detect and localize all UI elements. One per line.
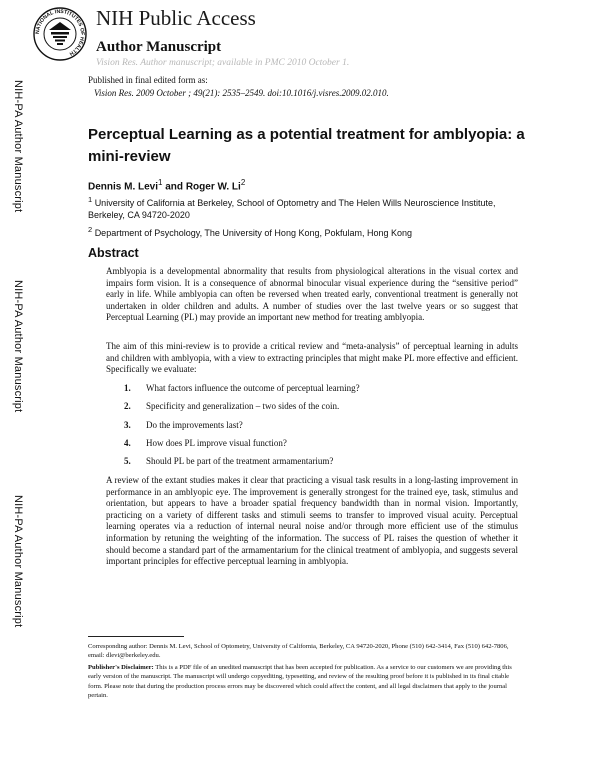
author-2: Roger W. Li bbox=[185, 181, 241, 193]
list-item bbox=[124, 383, 524, 401]
affiliation-1 bbox=[88, 194, 533, 221]
abstract-paragraph-2: The aim of this mini-review is to provide a critical review and “meta-analysis” of perceptual learning in adults and children with amblyopia, with a view to extracting principles that might make PL more effective and efficient. Specifically we evaluate: bbox=[106, 341, 518, 375]
author-1: Dennis M. Levi bbox=[88, 181, 159, 193]
publisher-disclaimer bbox=[88, 663, 518, 700]
author-and: and bbox=[162, 181, 186, 193]
list-text: Should PL be part of the treatment armamentarium? bbox=[146, 456, 334, 467]
disclaimer-text: This is a PDF file of an unedited manuscript that has been accepted for publication. As a service to our customers we are providing this early version of the manuscript. The manuscript will undergo copyediting, typesetting, and review of the resulting proof before it is published in its final citable form. Please note that during the production process errors may be discovered which could affect the content, and all legal disclaimers that apply to the journal pertain. bbox=[88, 664, 512, 699]
list-number: 4. bbox=[124, 437, 131, 448]
citation bbox=[94, 88, 389, 98]
list-item bbox=[124, 420, 524, 438]
disclaimer-label: Publisher's Disclaimer: bbox=[88, 664, 154, 671]
nih-seal-icon bbox=[32, 6, 88, 62]
side-label-bottom: NIH-PA Author Manuscript bbox=[12, 495, 24, 628]
list-number: 5. bbox=[124, 456, 131, 467]
seal-ring-text: NATIONAL INSTITUTES OF HEALTH bbox=[34, 8, 86, 57]
list-text: What factors influence the outcome of perceptual learning? bbox=[146, 383, 360, 393]
correspondence-note: Corresponding author: Dennis M. Levi, School of Optometry, University of California, Berkeley, CA 94720-2020, Phone (510) 642-3414, Fax (510) 642-7806, email: dlevi@berkeley.edu. bbox=[88, 643, 509, 660]
affiliation-1-text: University of California at Berkeley, School of Optometry and The Helen Wills Neuroscience Institute, Berkeley, CA 94720-2020 bbox=[88, 198, 496, 220]
list-item bbox=[124, 401, 524, 419]
author-2-sup: 2 bbox=[240, 178, 246, 187]
list-text: Specificity and generalization – two sides of the coin. bbox=[146, 401, 340, 412]
side-label-middle: NIH-PA Author Manuscript bbox=[12, 280, 24, 413]
side-label-top: NIH-PA Author Manuscript bbox=[12, 80, 24, 213]
author-line bbox=[88, 178, 245, 192]
citation-text: Vision Res. 2009 October ; 49(21): 2535–2549. doi:10.1016/j.visres.2009.02.010. bbox=[94, 88, 389, 98]
footnote-divider bbox=[88, 636, 184, 637]
question-list bbox=[124, 383, 524, 474]
list-text: Do the improvements last? bbox=[146, 419, 243, 430]
abstract-paragraph-1: Amblyopia is a developmental abnormality that results from physiological alterations in the visual cortex and impairs form vision. It is a consequence of abnormal binocular visual experience during the “sensitive period” early in life. While amblyopia can often be reversed when treated early, conventional treatment is generally not undertaken in older children and adults. A number of studies over the last twelve years or so suggest that Perceptual Learning (PL) may provide an important new method for treating amblyopia. bbox=[106, 266, 518, 323]
list-number: 1. bbox=[124, 383, 131, 393]
published-label: Published in final edited form as: bbox=[88, 75, 208, 85]
article-title: Perceptual Learning as a potential treatment for amblyopia: a mini-review bbox=[88, 126, 525, 165]
list-text: How does PL improve visual function? bbox=[146, 437, 287, 448]
affiliation-1-sup: 1 bbox=[88, 195, 93, 204]
abstract-paragraph-3: A review of the extant studies makes it clear that practicing a visual task results in a long-lasting improvement in performance in an amblyopic eye. The improvement is generally strongest for the trained eye, task, stimulus and orientation, but appears to have a broader spatial frequency bandwidth than in normal vision. Importantly, practicing on a variety of different tasks and stimuli seems to transfer to improved visual acuity. Perceptual learning operates via a reduction of internal neural noise and/or through more efficient use of the stimulus information by retuning the weighting of the information. The success of PL raises the question of whether it should become a standard part of the armamentarium for the clinical treatment of amblyopia, and suggests several important principles for effective perceptual learning in amblyopia. bbox=[106, 475, 518, 567]
author-1-sup: 1 bbox=[158, 178, 163, 187]
affiliation-2-sup: 2 bbox=[88, 225, 93, 234]
availability-note: Vision Res. Author manuscript; available in PMC 2010 October 1. bbox=[96, 58, 350, 68]
affiliation-2-text: Department of Psychology, The University of Hong Kong, Pokfulam, Hong Kong bbox=[94, 228, 413, 238]
list-number: 2. bbox=[124, 401, 131, 412]
header-subtitle: Author Manuscript bbox=[96, 39, 222, 55]
list-item bbox=[124, 438, 524, 456]
header-title: NIH Public Access bbox=[96, 6, 256, 30]
list-number: 3. bbox=[124, 419, 131, 430]
list-item bbox=[124, 456, 524, 474]
affiliation-2 bbox=[88, 224, 533, 239]
abstract-heading: Abstract bbox=[88, 246, 139, 260]
